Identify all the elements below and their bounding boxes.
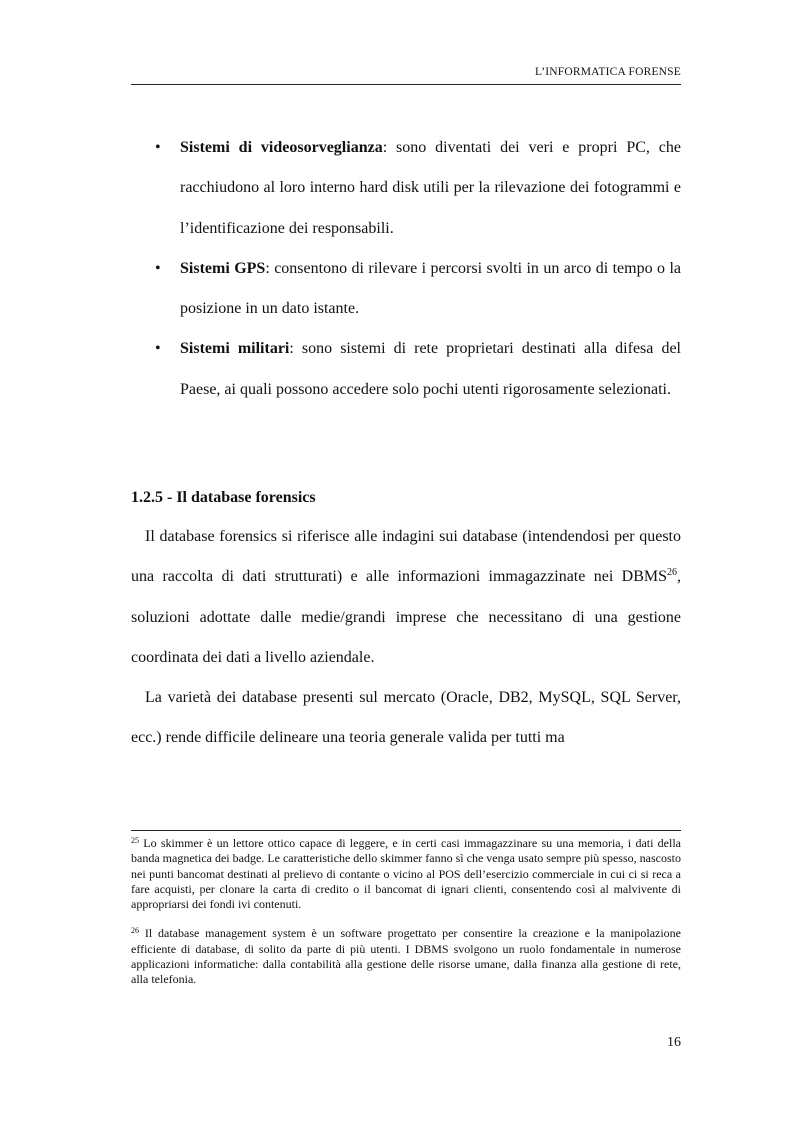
paragraph-2: La varietà dei database presenti sul mercato (Oracle, DB2, MySQL, SQL Server, ecc.) rende difficile delineare una teoria generale valida per tutti ma xyxy=(131,689,681,747)
bullet-text: : sono sistemi di rete proprietari destinati alla difesa del Paese, ai quali possono accedere solo pochi utenti rigorosamente selezionati. xyxy=(180,340,682,398)
bullet-item-gps xyxy=(131,249,681,330)
footnote-rule xyxy=(131,830,681,831)
footnotes xyxy=(131,836,681,1002)
footnote-text: Il database management system è un software progettato per consentire la creazione e la manipolazione efficiente di database, di solito da parte di più utenti. I DBMS svolgono un ruolo fondamentale in numerose applicazioni informatiche: dalla contabilità alla gestione delle risorse umane, dalla finanza alla gestione di rete, alla telefonia. xyxy=(131,926,682,987)
bullet-item-militari xyxy=(131,329,681,410)
bullet-list xyxy=(131,128,681,410)
paragraph-text: Il database forensics si riferisce alle indagini sui database (intendendosi per questo una raccolta di dati strutturati) e alle informazioni immagazzinate nei DBMS xyxy=(131,528,681,586)
footnote-ref-26: 26 xyxy=(667,567,677,579)
bullet-term: Sistemi di videosorveglianza xyxy=(180,139,383,156)
section-title: 1.2.5 - Il database forensics xyxy=(131,489,316,506)
bullet-dot-icon: • xyxy=(155,340,161,358)
bullet-text: : sono diventati dei veri e propri PC, che racchiudono al loro interno hard disk utili per la rilevazione dei fotogrammi e l’identificazione dei responsabili. xyxy=(180,139,681,237)
bullet-term: Sistemi militari xyxy=(180,340,290,358)
bullet-text: : consentono di rilevare i percorsi svolti in un arco di tempo o la posizione in un dato istante. xyxy=(180,259,682,318)
paragraph-text: , soluzioni adottate dalle medie/grandi imprese che necessitano di una gestione coordinata dei dati a livello aziendale. xyxy=(131,568,681,666)
footnote-26 xyxy=(131,926,681,987)
section-body xyxy=(131,517,681,759)
running-header: L’INFORMATICA FORENSE xyxy=(535,66,681,78)
bullet-term: Sistemi GPS xyxy=(180,259,266,277)
paragraph-1 xyxy=(131,517,681,678)
bullet-item-videosorveglianza xyxy=(131,128,681,249)
footnote-number: 25 xyxy=(131,836,139,845)
bullet-dot-icon: • xyxy=(155,259,161,277)
footnote-text: Lo skimmer è un lettore ottico capace di leggere, e in certi casi immagazzinare su una memoria, i dati della banda magnetica dei badge. Le caratteristiche dello skimmer fanno sì che venga usato sempre più spesso, nascosto nei punti bancomat destinati al prelievo di contante o vicino al POS dell’esercizio commerciale in cui ci si reca a fare acquisti, per clonare la carta di credito o il bancomat di ignari clienti, consentendo così al malvivente di appropriarsi dei fondi ivi contenuti. xyxy=(131,836,682,912)
footnote-25 xyxy=(131,836,681,912)
footnote-number: 26 xyxy=(131,926,139,936)
bullet-dot-icon: • xyxy=(155,139,161,156)
page-number: 16 xyxy=(667,1035,681,1050)
header-rule xyxy=(131,84,681,85)
